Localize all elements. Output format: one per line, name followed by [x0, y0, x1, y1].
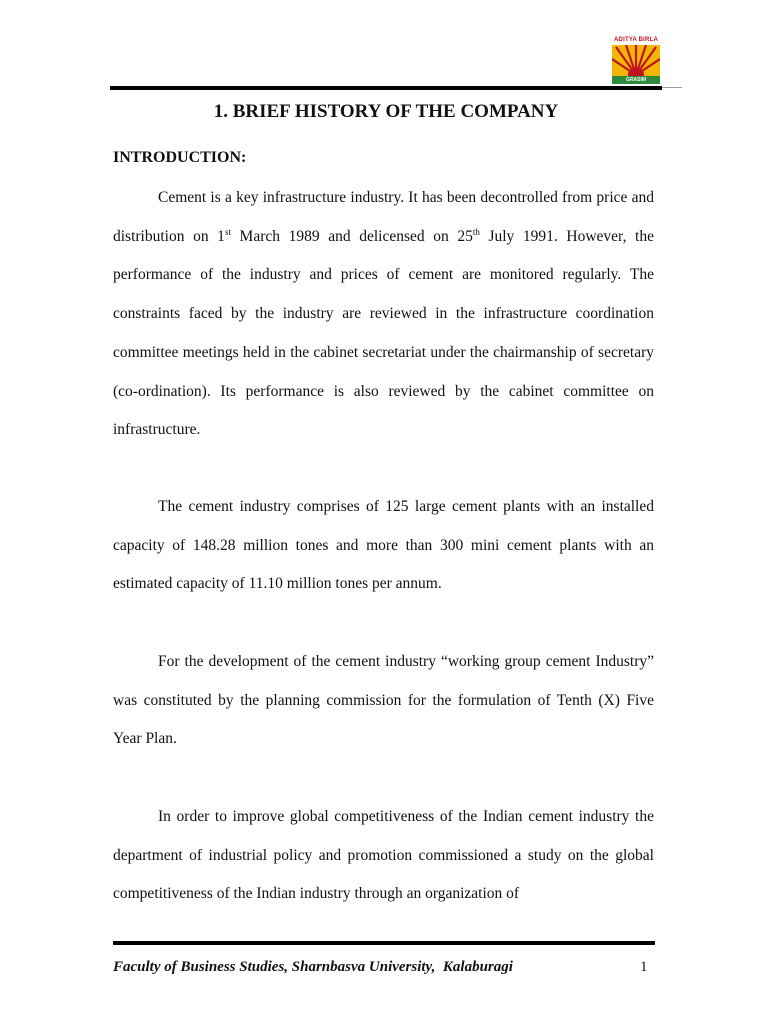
section-heading: INTRODUCTION: [113, 149, 247, 166]
page-number: 1 [640, 959, 648, 975]
sunburst-icon [612, 45, 660, 77]
logo-sub-text: GRASIM [612, 76, 660, 84]
ordinal-st: st [224, 226, 231, 237]
paragraph-1-part-a: Cement is a key infrastructure industry. It has been decontrolled from price and distribution on 1 [113, 189, 654, 245]
paragraph-3: For the development of the cement industry “working group cement Industry” was constituted by the planning commission for the formulation of Tenth (X) Five Year Plan. [113, 653, 654, 748]
ordinal-th: th [472, 226, 480, 237]
footer-rule [113, 941, 655, 945]
paragraph-1-part-c: July 1991. However, the performance of the industry and prices of cement are monitored regularly. The constraints faced by the industry are reviewed in the infrastructure coordination committee meetings held in the cabinet secretariat under the chairmanship of secretary (co-ordination). Its performance is also reviewed by the cabinet committee on infrastructure. [113, 227, 654, 439]
company-logo [610, 37, 662, 85]
paragraph-1-part-b: March 1989 and delicensed on 25 [230, 227, 473, 245]
header-rule [110, 86, 662, 90]
page-title: 1. BRIEF HISTORY OF THE COMPANY [213, 101, 559, 122]
footer-text: Faculty of Business Studies, Sharnbasva University, Kalaburagi [113, 959, 513, 975]
paragraph-2: The cement industry comprises of 125 large cement plants with an installed capacity of 148.28 million tones and more than 300 mini cement plants with an estimated capacity of 11.10 million tones per annum. [113, 498, 654, 593]
header-rule-tail [662, 87, 682, 88]
paragraph-4: In order to improve global competitiveness of the Indian cement industry the department of industrial policy and promotion commissioned a study on the global competitiveness of the Indian industry through an organization of [113, 808, 654, 903]
logo-brand-text: ADITYA BIRLA [614, 37, 658, 43]
paragraph-1 [113, 179, 654, 450]
